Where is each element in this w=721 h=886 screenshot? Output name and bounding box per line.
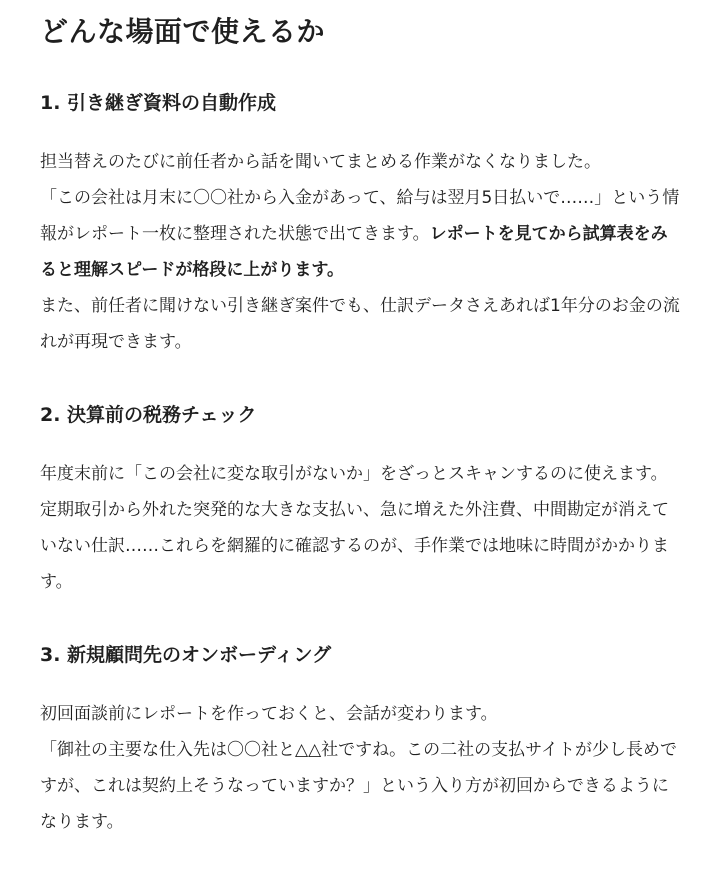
section-heading: 3. 新規顧問先のオンボーディング xyxy=(40,644,332,666)
section-onboarding xyxy=(40,642,681,840)
paragraph: 年度末前に「この会社に変な取引がないか」をざっとスキャンするのに使えます。 xyxy=(40,464,668,484)
paragraph: 「御社の主要な仕入先は〇〇社と△△社ですね。この二社の支払サイトが少し長めですが、これは契約上そうなっていますか？」という入り方が初回からできるようになります。 xyxy=(40,740,677,832)
section-handover xyxy=(40,90,681,360)
paragraph: 初回面談前にレポートを作っておくと、会話が変わります。 xyxy=(40,704,498,724)
section-heading: 1. 引き継ぎ資料の自動作成 xyxy=(40,92,277,114)
section-heading: 2. 決算前の税務チェック xyxy=(40,404,257,426)
page-title: どんな場面で使えるか xyxy=(40,15,326,48)
paragraph: 担当替えのたびに前任者から話を聞いてまとめる作業がなくなりました。 xyxy=(40,152,601,172)
paragraph-text: 「この会社は月末に〇〇社から入金があって、給与は翌月5日払いで……」という情報がレポート一枚に整理された状態で出てきます。 xyxy=(40,188,680,244)
section-body xyxy=(40,456,681,600)
paragraph xyxy=(40,180,681,288)
section-body xyxy=(40,696,681,840)
paragraph: また、前任者に聞けない引き継ぎ案件でも、仕訳データさえあれば1年分のお金の流れが再現できます。 xyxy=(40,296,680,352)
emphasis-text: レポートを見てから試算表をみると理解スピードが格段に上がります。 xyxy=(40,224,668,280)
section-body xyxy=(40,144,681,360)
section-tax-check xyxy=(40,402,681,600)
paragraph: 定期取引から外れた突発的な大きな支払い、急に増えた外注費、中間勘定が消えていない仕訳……これらを網羅的に確認するのが、手作業では地味に時間がかかります。 xyxy=(40,500,669,592)
